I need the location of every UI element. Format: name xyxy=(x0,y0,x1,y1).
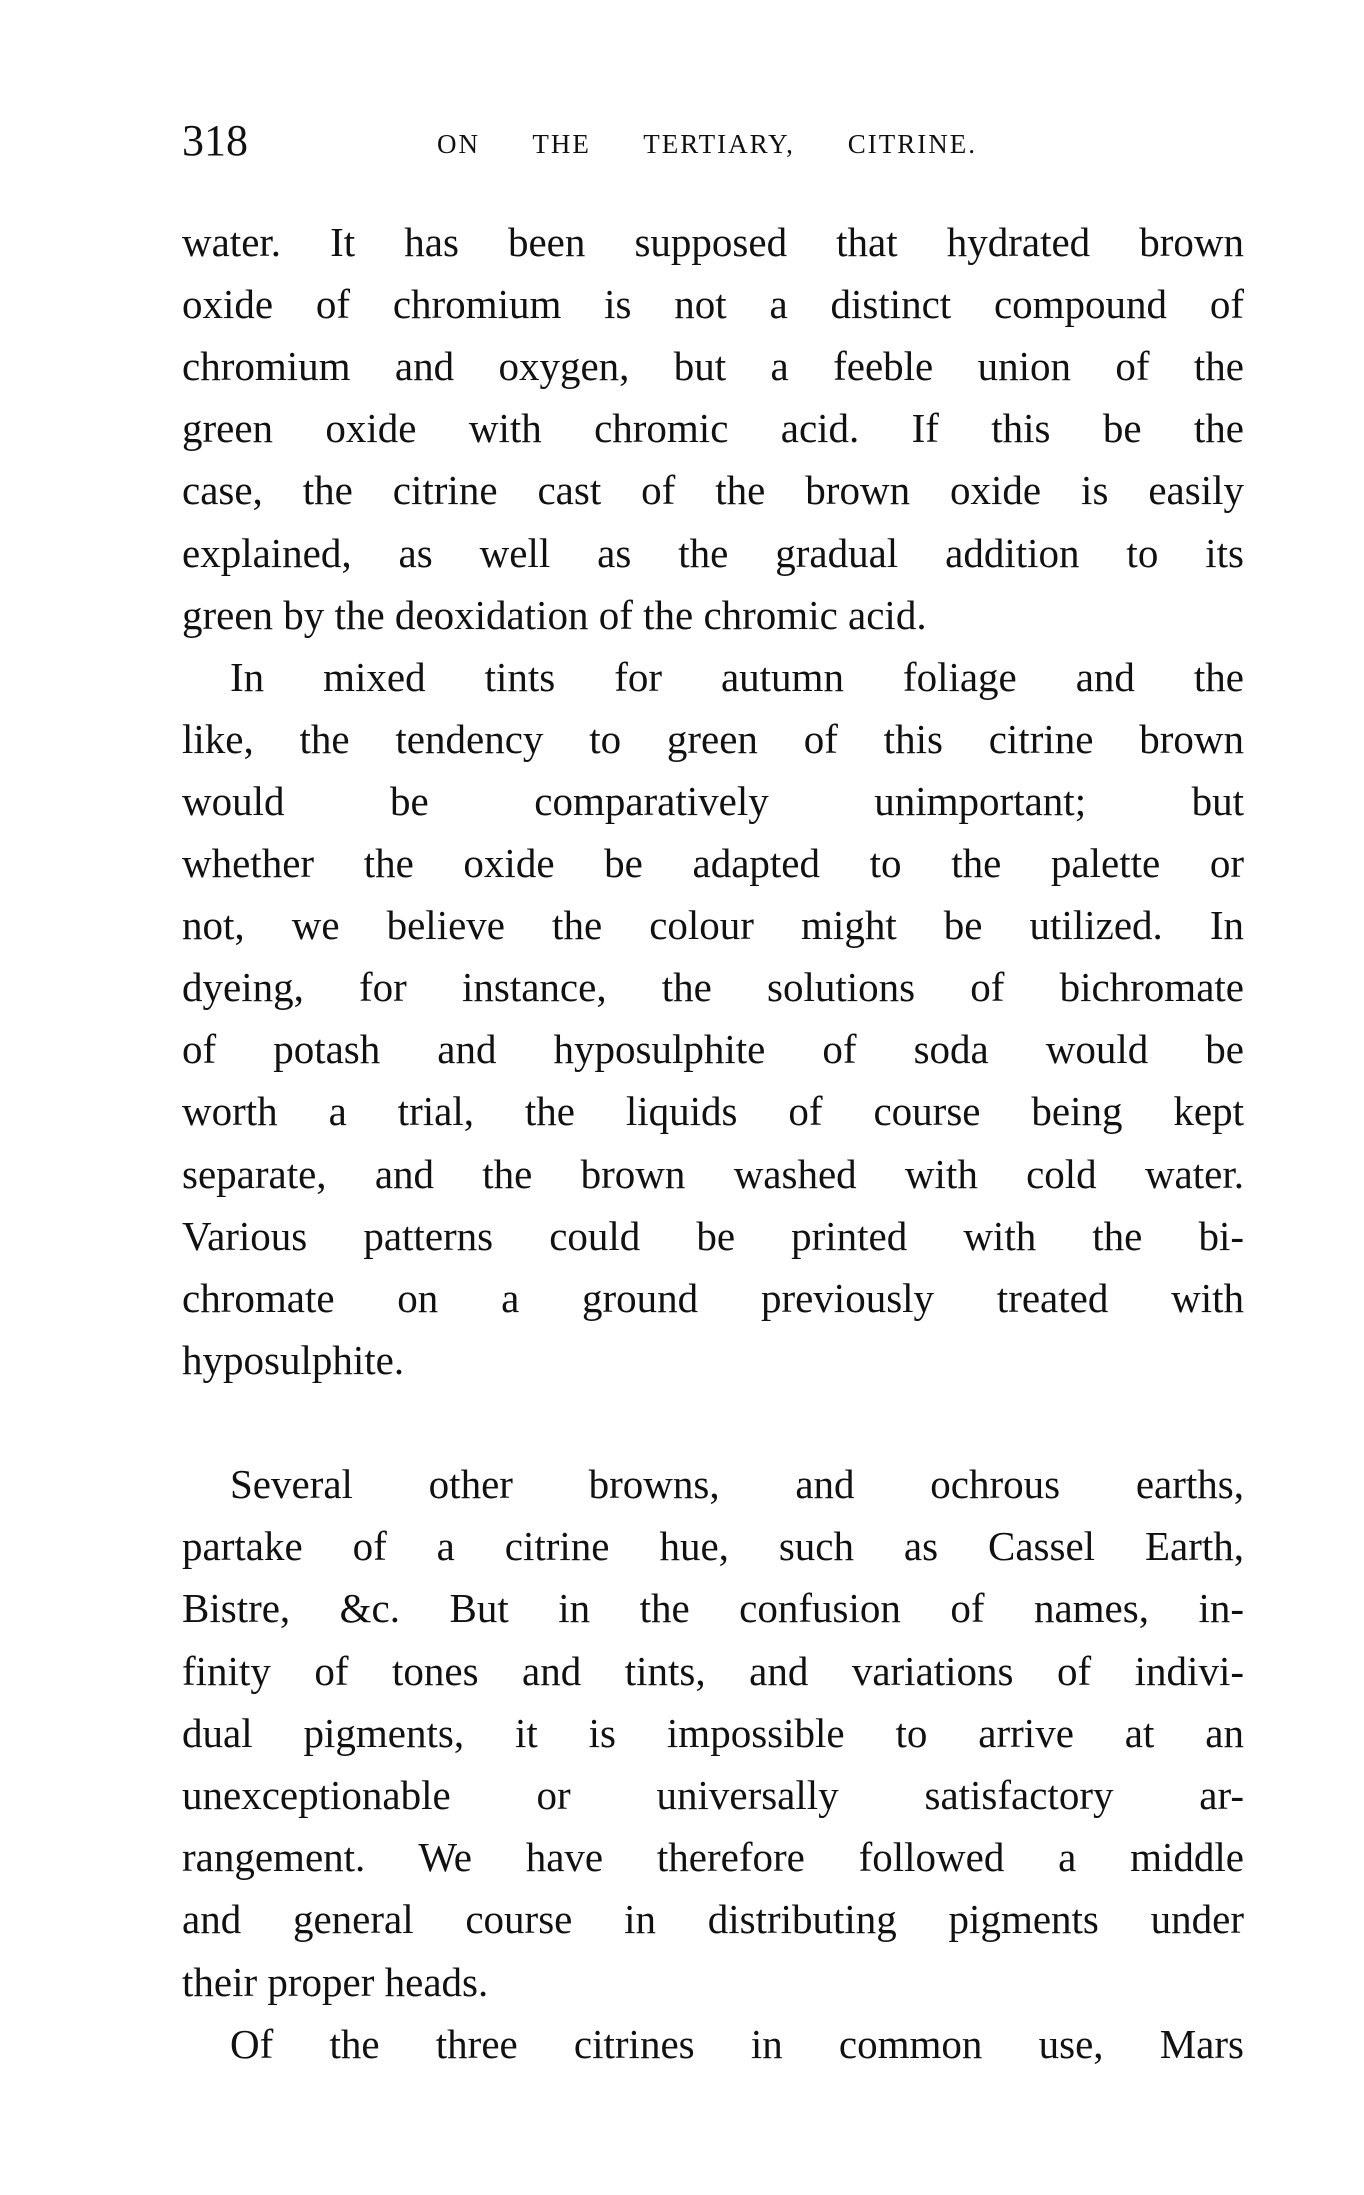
text-line: unexceptionable or universally satisfactory ar- xyxy=(182,1772,1244,1818)
page-number: 318 xyxy=(182,116,248,165)
text-line: case, the citrine cast of the brown oxide is easily xyxy=(182,467,1244,514)
text-line: In mixed tints for autumn foliage and the xyxy=(230,653,1244,700)
text-line: worth a trial, the liquids of course being kept xyxy=(182,1088,1244,1135)
text-line: would be comparatively unimportant; but xyxy=(182,777,1244,824)
text-line: Bistre, &c. But in the confusion of names, in- xyxy=(182,1585,1244,1632)
text-line: oxide of chromium is not a distinct compound of xyxy=(182,281,1244,328)
text-line: separate, and the brown washed with cold water. xyxy=(182,1150,1244,1197)
text-line: their proper heads. xyxy=(182,1958,489,2005)
text-line: of potash and hyposulphite of soda would be xyxy=(182,1026,1244,1073)
text-line: chromate on a ground previously treated with xyxy=(182,1274,1244,1321)
text-line: explained, as well as the gradual addition to its xyxy=(182,529,1244,576)
text-line: not, we believe the colour might be utilized. In xyxy=(182,902,1244,949)
running-head: ON THE TERTIARY, CITRINE. xyxy=(437,129,977,159)
text-line: partake of a citrine hue, such as Cassel Earth, xyxy=(182,1523,1244,1570)
text-line: hyposulphite. xyxy=(182,1336,405,1383)
text-line: water. It has been supposed that hydrated brown xyxy=(182,219,1244,265)
text-line: and general course in distributing pigments under xyxy=(182,1896,1244,1943)
text-line: whether the oxide be adapted to the palette or xyxy=(182,840,1244,886)
text-line: Various patterns could be printed with the bi- xyxy=(182,1212,1244,1259)
text-line: dyeing, for instance, the solutions of bichromate xyxy=(182,964,1244,1011)
text-line: Of the three citrines in common use, Mars xyxy=(230,2020,1244,2067)
text-line: Several other browns, and ochrous earths, xyxy=(230,1461,1244,1507)
text-line: green by the deoxidation of the chromic acid. xyxy=(182,591,927,638)
text-line: dual pigments, it is impossible to arrive at an xyxy=(182,1709,1244,1756)
text-line: green oxide with chromic acid. If this be the xyxy=(182,405,1244,452)
text-line: chromium and oxygen, but a feeble union of the xyxy=(182,343,1244,390)
text-line: like, the tendency to green of this citrine brown xyxy=(182,715,1244,762)
text-line: finity of tones and tints, and variations of indivi- xyxy=(182,1647,1244,1694)
text-line: rangement. We have therefore followed a middle xyxy=(182,1834,1244,1881)
